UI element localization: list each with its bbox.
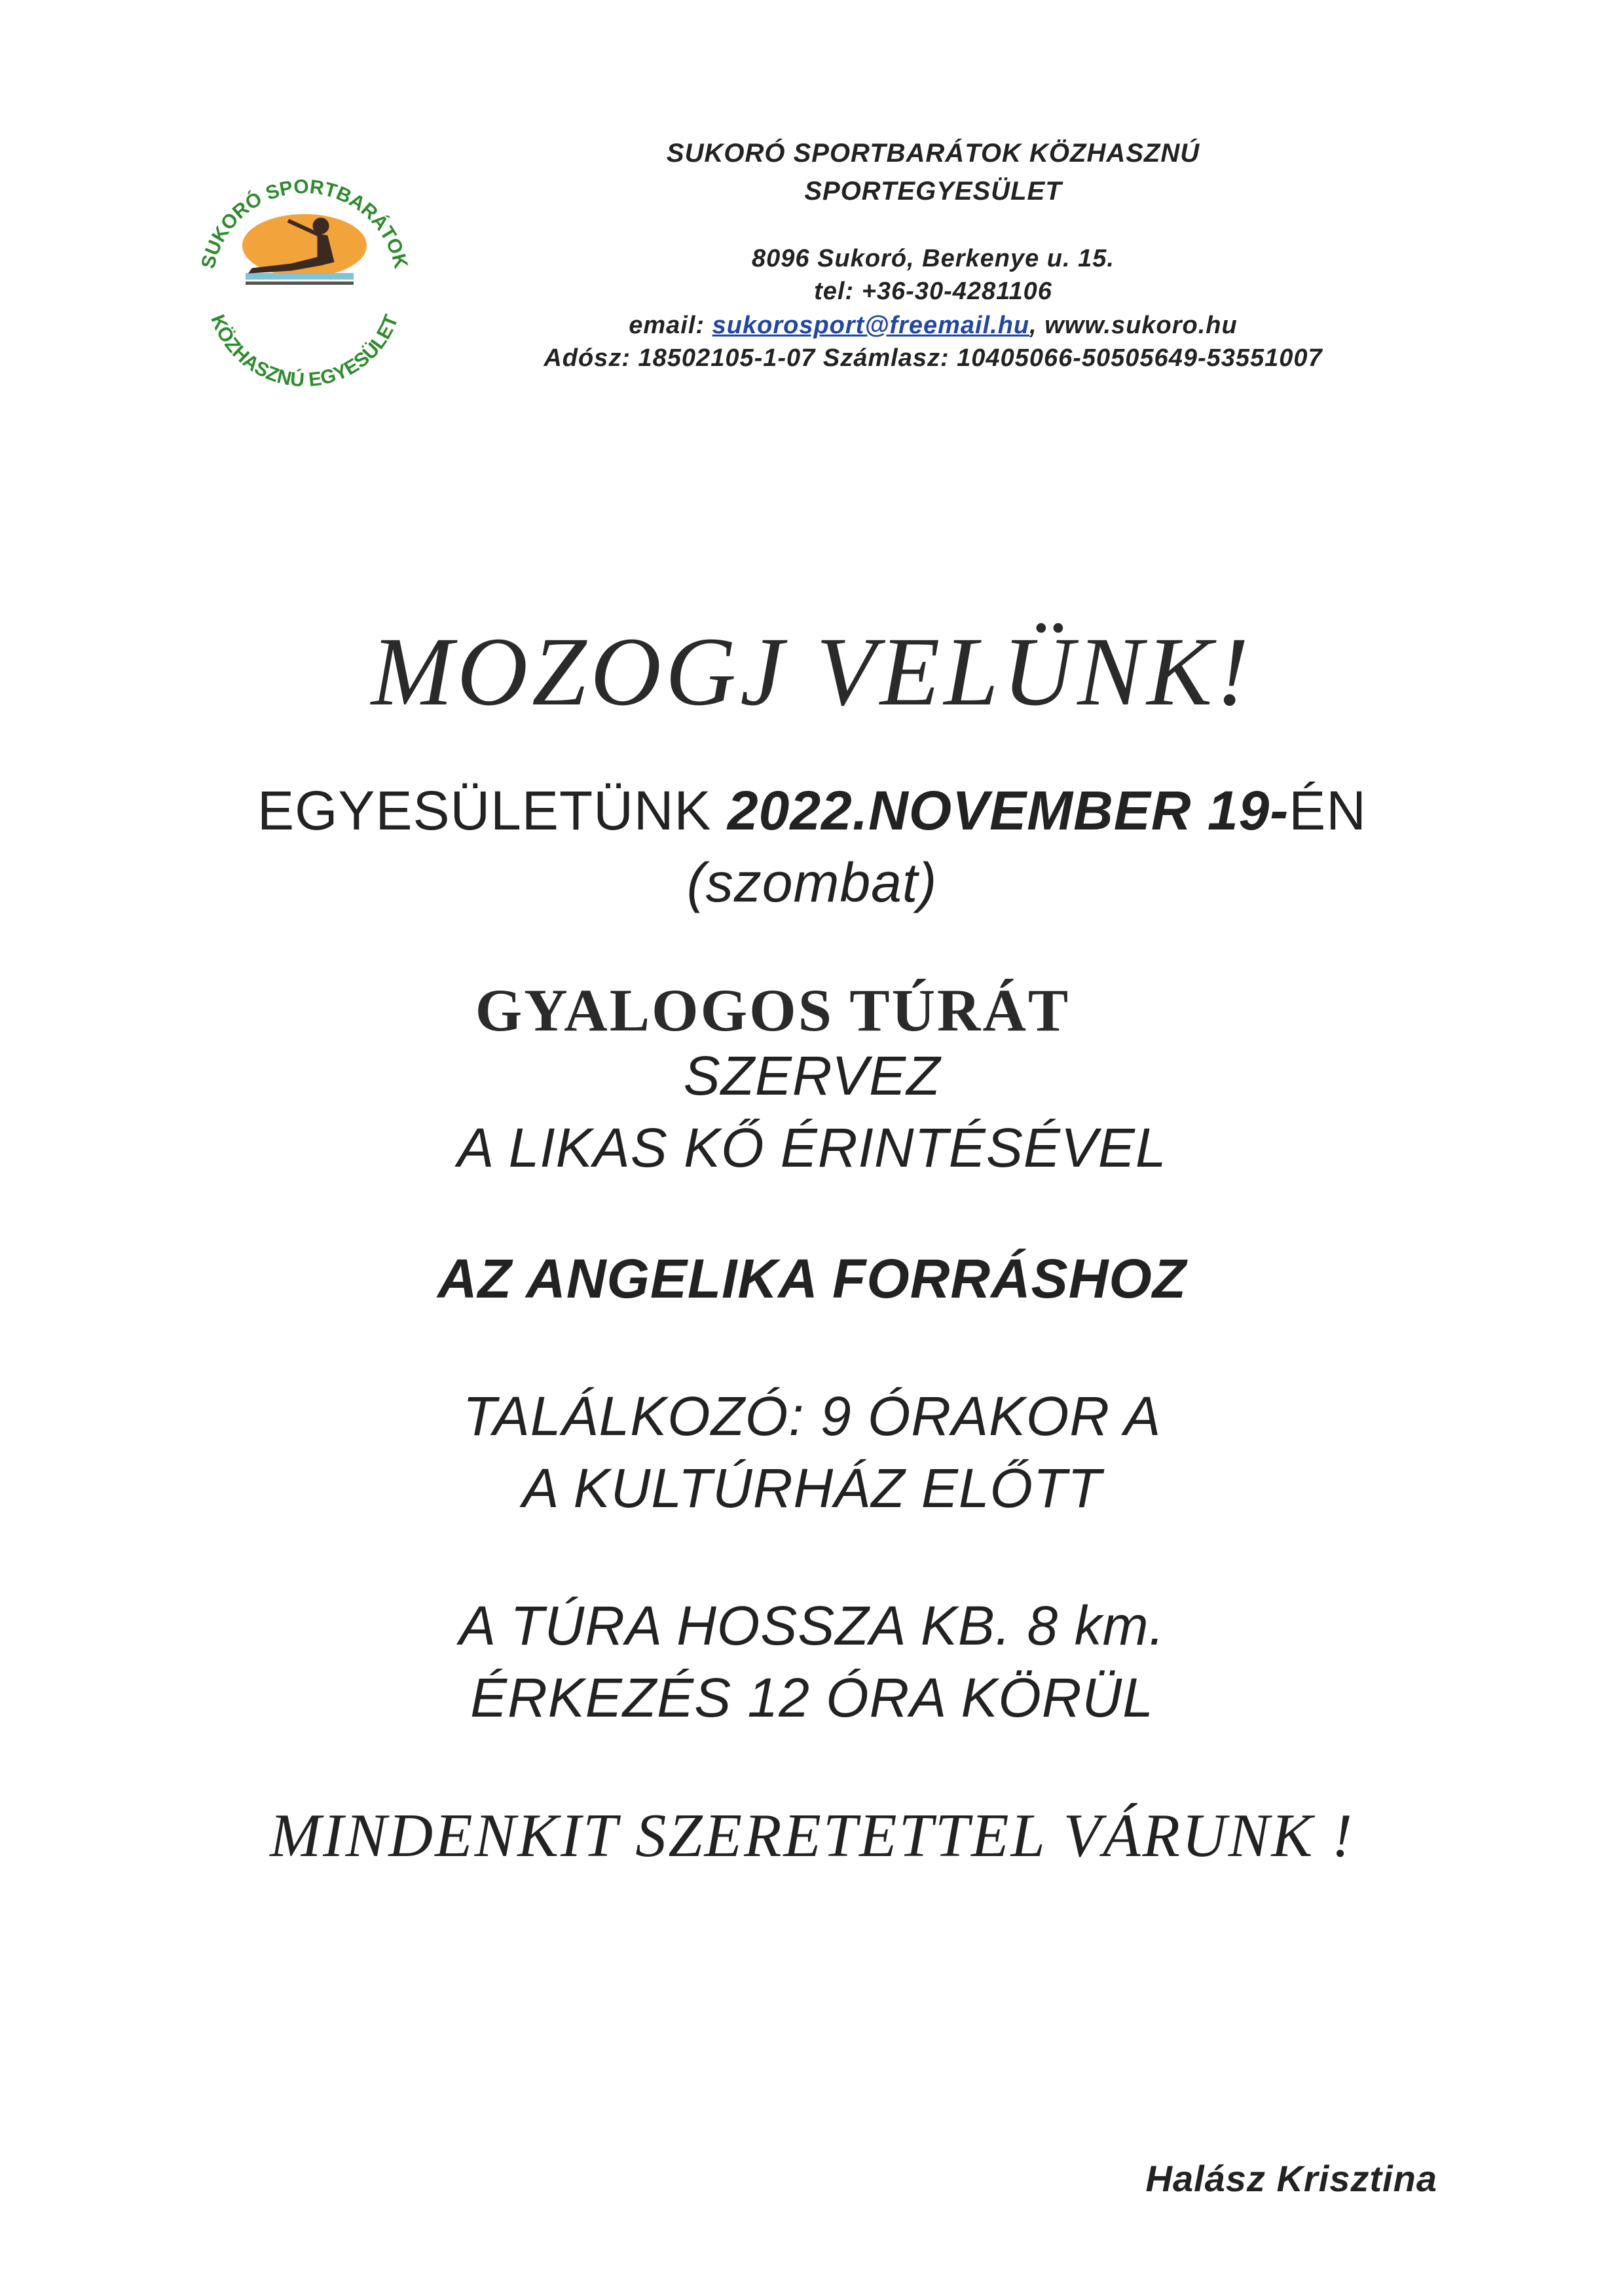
org-email-line [458, 309, 1408, 342]
tour-length: A TÚRA HOSSZA KB. 8 km. [459, 1595, 1165, 1656]
website-text: , www.sukoro.hu [1029, 312, 1238, 339]
meeting-line2: A KULTÚRHÁZ ELŐTT [522, 1457, 1102, 1519]
logo-water [246, 273, 354, 280]
closing-line: MINDENKIT SZERETETTEL VÁRUNK ! [269, 1802, 1354, 1870]
signature: Halász Krisztina [1145, 2158, 1437, 2199]
event-day: (szombat) [686, 852, 938, 913]
org-contact [458, 242, 1408, 308]
event-date [0, 776, 1624, 845]
org-name [458, 134, 1408, 210]
org-phone: tel: +36-30-4281106 [814, 278, 1052, 305]
tour-via: A LIKAS KŐ ÉRINTÉSÉVEL [457, 1117, 1167, 1178]
tour-heading: GYALOGOS TÚRÁT [475, 977, 1071, 1044]
tour-organizes: SZERVEZ [683, 1045, 941, 1106]
tour-arrival: ÉRKEZÉS 12 ÓRA KÖRÜL [470, 1667, 1154, 1728]
email-link[interactable]: sukorosport@freemail.hu [712, 312, 1030, 339]
date-bold: 2022.NOVEMBER 19- [727, 780, 1289, 841]
logo-ring-text-bottom: KÖZHASZNÚ EGYESÜLET [206, 312, 403, 392]
club-logo [187, 147, 422, 403]
org-name-line1: SUKORÓ SPORTBARÁTOK KÖZHASZNÚ [666, 139, 1200, 168]
tour-destination: AZ ANGELIKA FORRÁSHOZ [437, 1248, 1187, 1309]
org-tax-info: Adósz: 18502105-1-07 Számlasz: 10405066-50505649-53551007 [544, 344, 1323, 372]
org-name-line2: SPORTEGYESÜLET [804, 177, 1062, 206]
email-label: email: [629, 312, 705, 339]
date-prefix: EGYESÜLETÜNK [257, 780, 728, 841]
date-suffix: ÉN [1289, 780, 1367, 841]
org-address: 8096 Sukoró, Berkenye u. 15. [752, 245, 1115, 272]
logo-ring-text-top: SUKORÓ SPORTBARÁTOK [197, 175, 412, 271]
page-title: MOZOGJ VELÜNK! [371, 617, 1253, 726]
meeting-line1: TALÁLKOZÓ: 9 ÓRAKOR A [462, 1385, 1162, 1447]
